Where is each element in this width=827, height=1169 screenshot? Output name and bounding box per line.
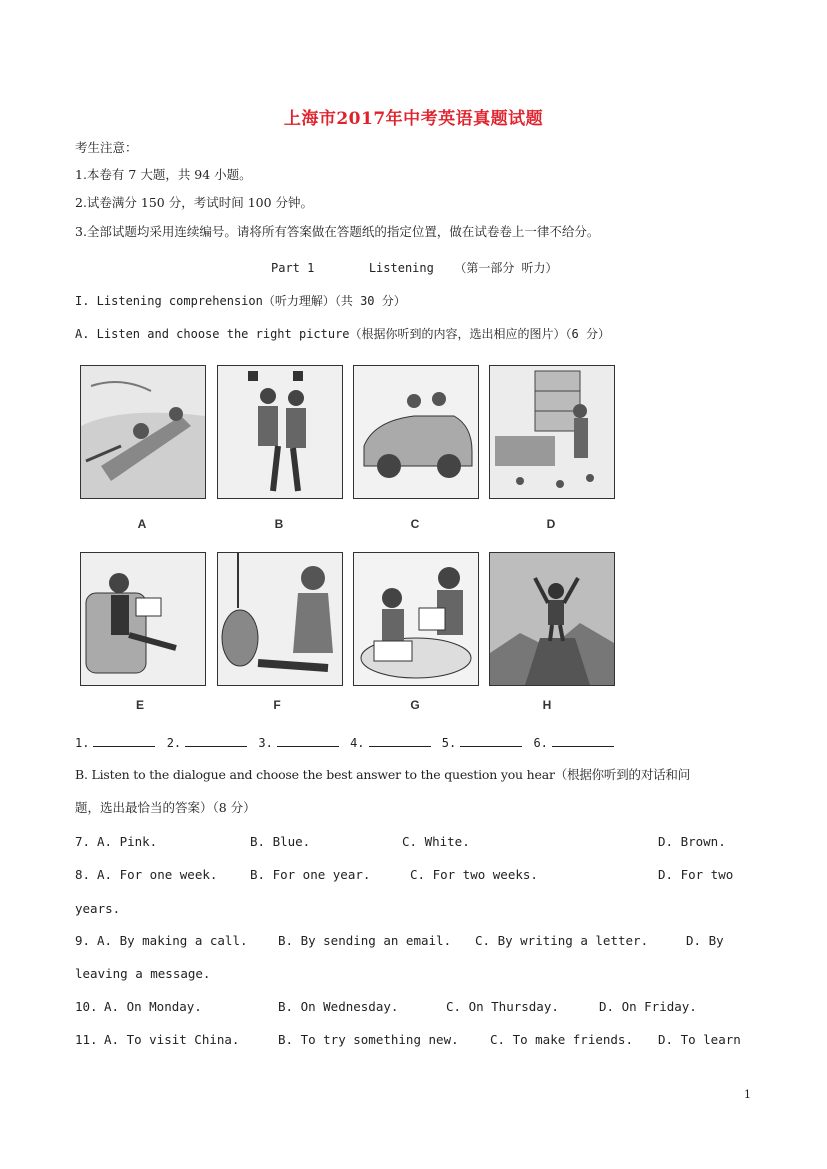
section-1-heading: I. Listening comprehension（听力理解）（共 30 分） xyxy=(75,294,406,308)
q10-option-c[interactable]: C. On Thursday. xyxy=(446,999,559,1014)
children-image xyxy=(354,553,478,685)
q8-option-c[interactable]: C. For two weeks. xyxy=(410,867,538,882)
q7-option-d[interactable]: D. Brown. xyxy=(658,834,726,849)
part-name: Listening xyxy=(368,261,434,275)
runners-image xyxy=(218,366,342,498)
answer-blank-4[interactable] xyxy=(369,734,431,747)
q10-number: 10. xyxy=(75,999,98,1014)
q8-option-a[interactable]: A. For one week. xyxy=(97,867,218,882)
picture-a-label: A xyxy=(137,517,147,531)
section-a-heading: A. Listen and choose the right picture（根据你听到的内容，选出相应的图片）（6 分） xyxy=(75,327,610,341)
part-cn: （第一部分 听力） xyxy=(454,261,558,275)
q8-number: 8. xyxy=(75,867,91,882)
notice-item-1: 1.本卷有 7 大题，共 94 小题。 xyxy=(75,167,252,182)
car-image xyxy=(354,366,478,498)
q9-number: 9. xyxy=(75,933,91,948)
picture-c xyxy=(353,365,479,499)
beach-scene-image xyxy=(81,366,205,498)
picture-g xyxy=(353,552,479,686)
q8-option-d[interactable]: D. For two xyxy=(658,867,734,882)
answer-blanks xyxy=(75,734,618,751)
q9-option-d-cont: leaving a message. xyxy=(75,966,211,981)
q9-option-b[interactable]: B. By sending an email. xyxy=(278,933,452,948)
phone-image xyxy=(218,553,342,685)
picture-e-label: E xyxy=(135,698,144,712)
q8-option-b[interactable]: B. For one year. xyxy=(250,867,371,882)
picture-g-label: G xyxy=(410,698,420,712)
picture-d-label: D xyxy=(546,517,556,531)
notice-item-2: 2.试卷满分 150 分，考试时间 100 分钟。 xyxy=(75,195,314,210)
page-title: 上海市2017年中考英语真题试题 xyxy=(283,109,544,129)
section-b-heading: B. Listen to the dialogue and choose the best answer to the question you hear（根据你听到的对话和问 xyxy=(75,767,691,782)
blank-label-1: 1. xyxy=(75,736,90,750)
q10-option-b[interactable]: B. On Wednesday. xyxy=(278,999,399,1014)
q11-number: 11. xyxy=(75,1032,98,1047)
q7-number: 7. xyxy=(75,834,91,849)
q10-option-a[interactable]: A. On Monday. xyxy=(104,999,202,1014)
armchair-image xyxy=(81,553,205,685)
picture-a xyxy=(80,365,206,499)
picture-h-label: H xyxy=(542,698,552,712)
q9-option-d[interactable]: D. By xyxy=(686,933,724,948)
blank-label-6: 6. xyxy=(533,736,548,750)
q7-option-a[interactable]: A. Pink. xyxy=(97,834,158,849)
q7-option-b[interactable]: B. Blue. xyxy=(250,834,311,849)
q10-option-d[interactable]: D. On Friday. xyxy=(599,999,697,1014)
blank-label-5: 5. xyxy=(441,736,457,750)
answer-blank-6[interactable] xyxy=(552,734,614,747)
notice-heading: 考生注意： xyxy=(75,140,138,155)
picture-f xyxy=(217,552,343,686)
picture-b-label: B xyxy=(274,517,284,531)
bedroom-image xyxy=(490,366,614,498)
picture-c-label: C xyxy=(410,517,420,531)
picture-d xyxy=(489,365,615,499)
q11-option-c[interactable]: C. To make friends. xyxy=(490,1032,633,1047)
q9-option-c[interactable]: C. By writing a letter. xyxy=(475,933,649,948)
q11-option-b[interactable]: B. To try something new. xyxy=(278,1032,459,1047)
part-heading xyxy=(271,260,558,276)
blank-label-4: 4. xyxy=(350,736,365,750)
picture-h xyxy=(489,552,615,686)
answer-blank-1[interactable] xyxy=(93,734,155,747)
answer-blank-3[interactable] xyxy=(277,734,339,747)
q7-option-c[interactable]: C. White. xyxy=(402,834,470,849)
notice-item-3: 3.全部试题均采用连续编号。请将所有答案做在答题纸的指定位置，做在试卷卷上一律不给分。 xyxy=(75,224,600,239)
picture-f-label: F xyxy=(273,698,281,712)
q11-option-a[interactable]: A. To visit China. xyxy=(104,1032,240,1047)
q11-option-d[interactable]: D. To learn xyxy=(658,1032,741,1047)
picture-b xyxy=(217,365,343,499)
answer-blank-5[interactable] xyxy=(460,734,522,747)
q9-option-a[interactable]: A. By making a call. xyxy=(97,933,248,948)
answer-blank-2[interactable] xyxy=(185,734,247,747)
blank-label-2: 2. xyxy=(166,736,182,750)
mountain-image xyxy=(490,553,614,685)
blank-label-3: 3. xyxy=(258,736,273,750)
picture-e xyxy=(80,552,206,686)
section-b-heading-cont: 题，选出最恰当的答案）（8 分） xyxy=(75,800,256,815)
page-number: 1 xyxy=(744,1088,751,1101)
part-label: Part 1 xyxy=(271,261,315,275)
q8-option-d-cont: years. xyxy=(75,901,121,916)
